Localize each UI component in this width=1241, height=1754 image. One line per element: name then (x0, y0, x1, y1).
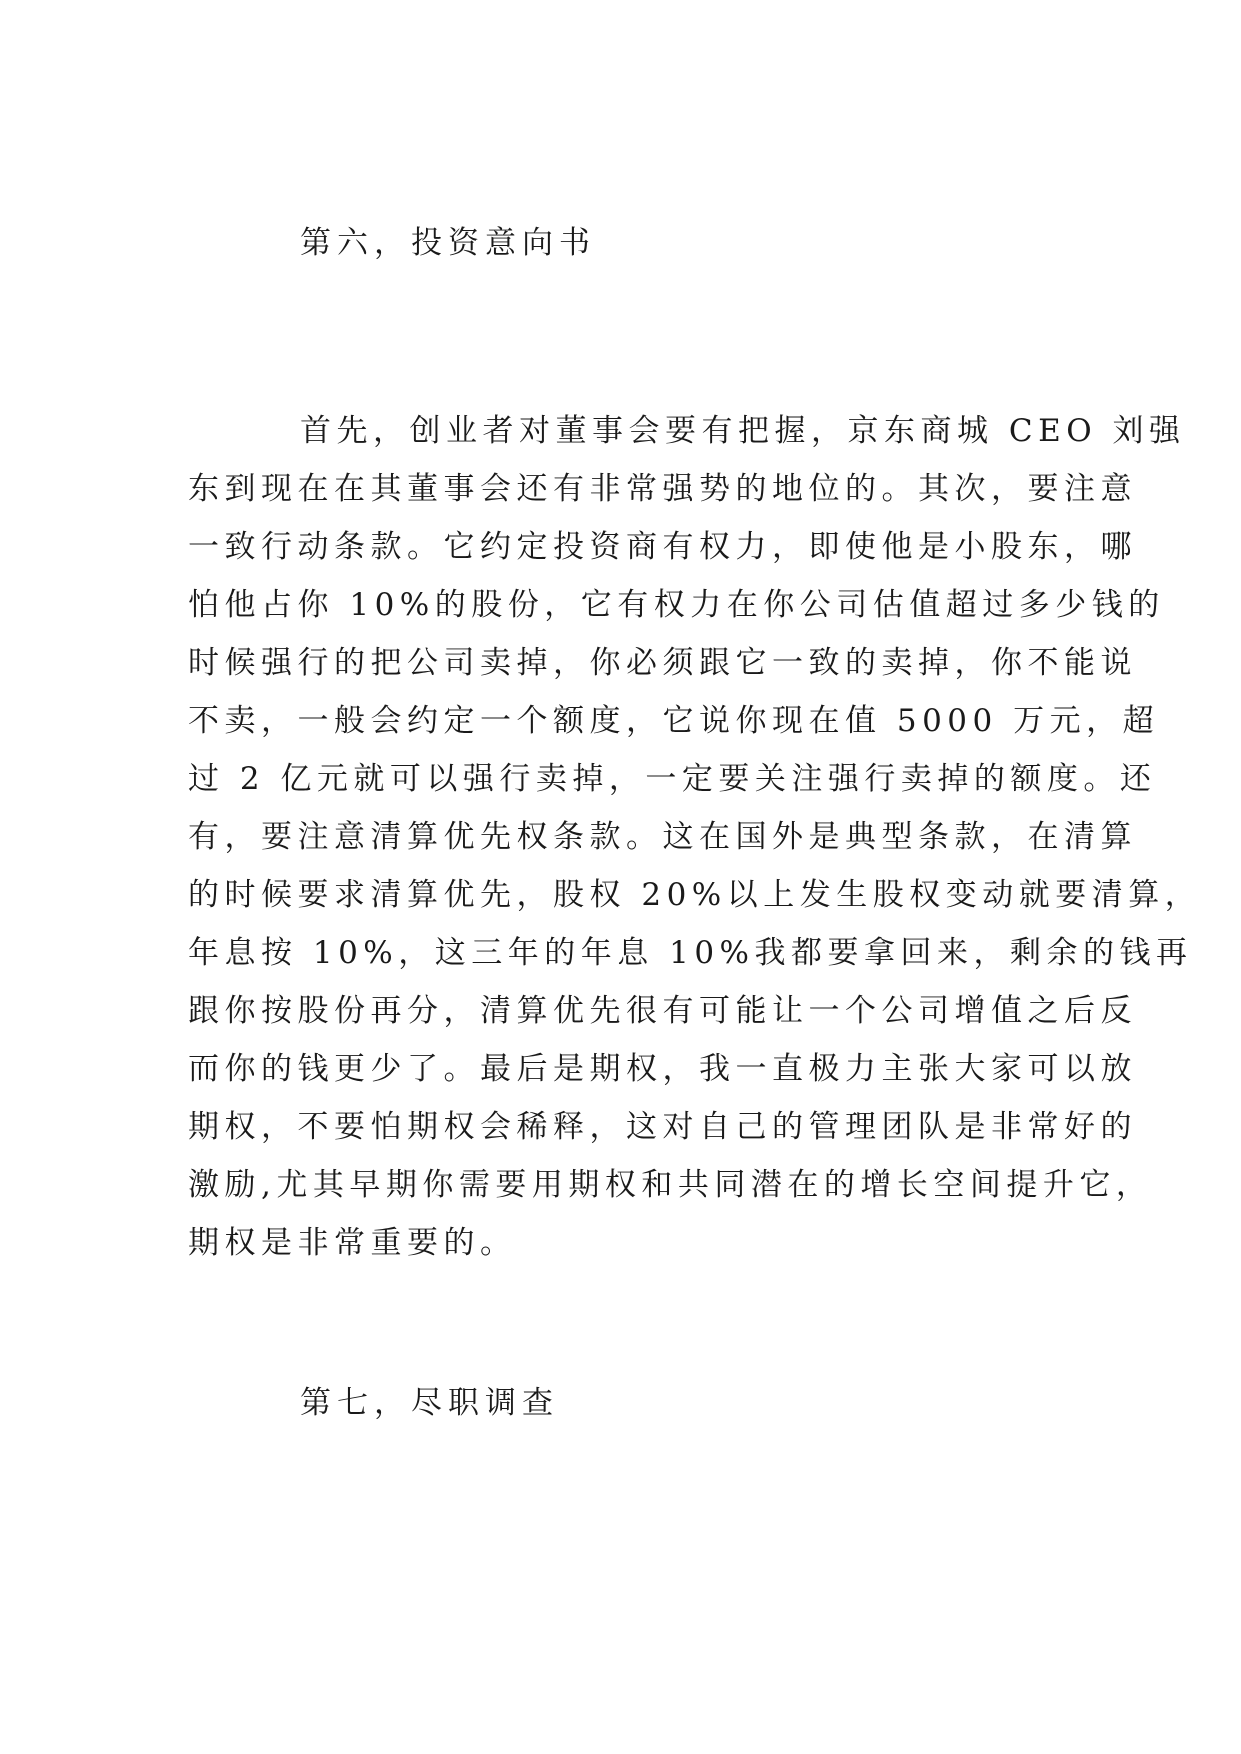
paragraph-line: 激励,尤其早期你需要用期权和共同潜在的增长空间提升它， (188, 1167, 1153, 1203)
paragraph-line: 跟你按股份再分，清算优先很有可能让一个公司增值之后反 (188, 993, 1137, 1029)
paragraph-line: 的时候要求清算优先，股权 20%以上发生股权变动就要清算， (188, 877, 1202, 913)
paragraph-line: 时候强行的把公司卖掉，你必须跟它一致的卖掉，你不能说 (188, 645, 1137, 681)
paragraph-line: 而你的钱更少了。最后是期权，我一直极力主张大家可以放 (188, 1051, 1137, 1087)
body-paragraph (188, 402, 1202, 1272)
paragraph-line: 期权，不要怕期权会稀释，这对自己的管理团队是非常好的 (188, 1109, 1137, 1145)
paragraph-line: 期权是非常重要的。 (188, 1225, 517, 1261)
paragraph-line: 怕他占你 10%的股份，它有权力在你公司估值超过多少钱的 (188, 587, 1165, 623)
paragraph-line: 不卖，一般会约定一个额度，它说你现在值 5000 万元，超 (188, 703, 1160, 739)
paragraph-line: 有，要注意清算优先权条款。这在国外是典型条款，在清算 (188, 819, 1137, 855)
section-heading-seven: 第七，尽职调查 (300, 1385, 559, 1421)
paragraph-line: 过 2 亿元就可以强行卖掉，一定要关注强行卖掉的额度。还 (188, 761, 1157, 797)
paragraph-line: 东到现在在其董事会还有非常强势的地位的。其次，要注意 (188, 471, 1137, 507)
section-heading-six: 第六，投资意向书 (300, 225, 596, 261)
paragraph-line: 年息按 10%，这三年的年息 10%我都要拿回来，剩余的钱再 (188, 935, 1193, 971)
paragraph-line: 首先，创业者对董事会要有把握，京东商城 CEO 刘强 (300, 413, 1186, 449)
paragraph-line: 一致行动条款。它约定投资商有权力，即使他是小股东，哪 (188, 529, 1137, 565)
